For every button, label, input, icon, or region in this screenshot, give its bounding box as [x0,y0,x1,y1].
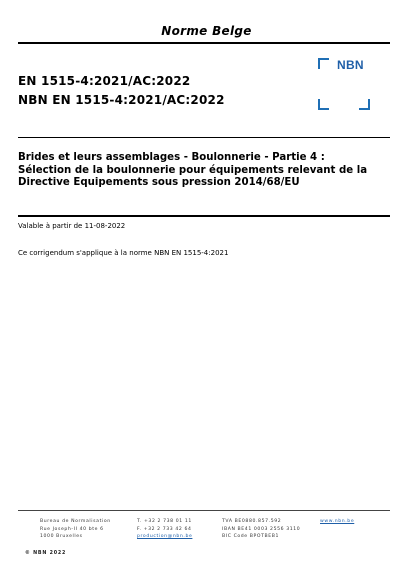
footer-divider [18,510,390,511]
nbn-logo [318,58,370,110]
footer-address-line: Rue Joseph-II 40 bte 6 [40,526,104,532]
copyright-notice: © NBN 2022 [25,551,67,556]
logo-text: NBN [337,58,364,72]
footer-website-link[interactable]: www.nbn.be [320,519,355,524]
title-line-1: Brides et leurs assemblages - Boulonnerie - Partie 4 : [18,152,325,163]
footer-bic: BIC Code BPOTBEB1 [222,534,280,540]
footer-website [320,518,354,526]
nbn-code: NBN EN 1515-4:2021/AC:2022 [18,93,225,107]
footer-phone: T. +32 2 738 01 11 [137,519,192,524]
en-code: EN 1515-4:2021/AC:2022 [18,74,191,88]
logo-corner-bottom-left [318,99,329,110]
applies-to-note: Ce corrigendum s'applique à la norme NBN EN 1515-4:2021 [18,249,229,257]
norme-belge-heading: Norme Belge [161,24,252,38]
footer-vat: TVA BE0880.857.592 [222,519,282,524]
footer-fax: F. +32 2 733 42 64 [137,526,192,532]
middle-divider [18,137,390,138]
title-line-2: Sélection de la boulonnerie pour équipements relevant de la [18,164,368,176]
footer-address-line: 1000 Bruxelles [40,534,83,540]
validity-date: Valable à partir de 11-08-2022 [18,222,126,230]
document-title [18,152,398,190]
footer-email-link[interactable]: production@nbn.be [137,534,193,540]
footer-contact [137,518,192,541]
logo-corner-top-left [318,58,329,69]
footer-address [40,518,111,541]
standard-codes [18,72,225,110]
lower-divider [18,215,390,217]
footer-bank [222,518,300,541]
title-line-3: Directive Equipements sous pression 2014/68/EU [18,177,300,188]
top-divider [18,42,390,44]
footer-address-line: Bureau de Normalisation [40,519,111,524]
footer-iban: IBAN BE41 0003 2556 3110 [222,526,301,532]
logo-corner-bottom-right [359,99,370,110]
